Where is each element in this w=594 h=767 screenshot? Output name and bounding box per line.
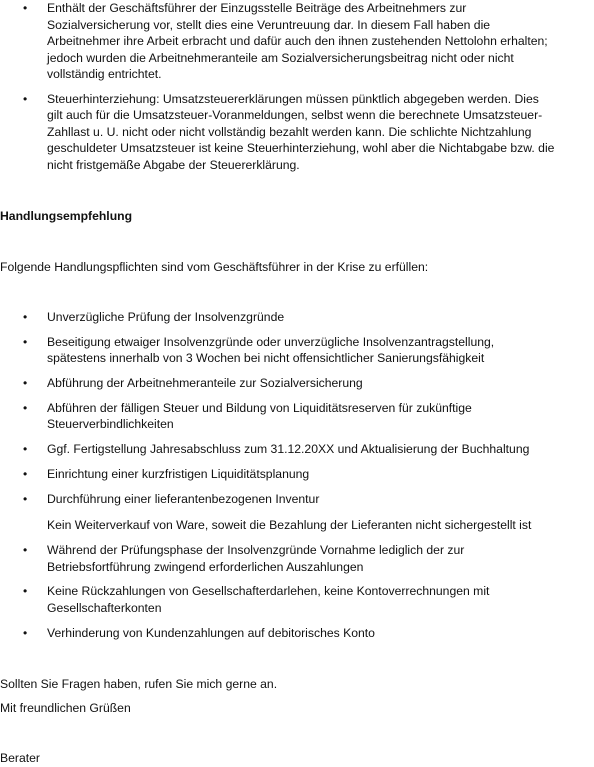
text-line: Beseitigung etwaiger Insolvenzgründe oder unverzügliche Insolvenzantragstellung, — [47, 334, 495, 349]
text-line: Verhinderung von Kundenzahlungen auf debitorisches Konto — [47, 625, 375, 640]
text-line: spätestens innerhalb von 3 Wochen bei nicht offensichtlicher Sanierungsfähigkeit — [47, 351, 485, 366]
sub-paragraph: Kein Weiterverkauf von Ware, soweit die Bezahlung der Lieferanten nicht sichergestellt ist — [47, 518, 532, 532]
bullet-icon: • — [23, 376, 28, 391]
text-line: Gesellschafterkonten — [47, 600, 162, 615]
text-line: Betriebsfortführung zwingend erforderlichen Auszahlungen — [47, 559, 364, 574]
list-item — [0, 583, 594, 616]
text-line: geschuldeter Umsatzsteuer ist keine Steuerhinterziehung, wohl aber die Nichtabgabe bzw. die — [47, 141, 555, 155]
list-item — [0, 466, 594, 483]
text-line: jedoch wurden die Arbeitnehmeranteile am Sozialversicherungsbeitrag nicht oder nicht — [47, 50, 514, 65]
bullet-icon: • — [23, 91, 28, 106]
greeting: Mit freundlichen Grüßen — [0, 701, 131, 715]
signature: Berater — [0, 751, 40, 765]
closing-sentence: Sollten Sie Fragen haben, rufen Sie mich gerne an. — [0, 677, 278, 691]
top-bullet-list — [0, 0, 594, 173]
bullet-icon: • — [23, 334, 28, 349]
text-line: Unverzügliche Prüfung der Insolvenzgründe — [47, 310, 285, 324]
bullet-icon: • — [23, 400, 28, 415]
bullet-icon: • — [23, 310, 28, 324]
bullet-icon: • — [23, 1, 28, 15]
action-list-continued — [0, 542, 594, 641]
text-line: Keine Rückzahlungen von Gesellschafterdarlehen, keine Kontoverrechnungen mit — [47, 584, 490, 599]
section-heading: Handlungsempfehlung — [0, 209, 133, 223]
intro-paragraph: Folgende Handlungspflichten sind vom Geschäftsführer in der Krise zu erfüllen: — [0, 260, 429, 274]
bullet-icon: • — [23, 491, 28, 506]
list-item — [0, 375, 594, 392]
text-line: Durchführung einer lieferantenbezogenen Inventur — [47, 491, 320, 506]
text-line: Steuerverbindlichkeiten — [47, 417, 174, 432]
text-line: Sozialversicherung vor, stellt dies eine Veruntreuung dar. In diesem Fall haben die — [47, 17, 491, 32]
text-line: Arbeitnehmer ihre Arbeit erbracht und dafür auch den ihnen zustehenden Nettolohn erhalten; — [47, 34, 548, 48]
text-line: gilt auch für die Umsatzsteuer-Voranmeldungen, selbst wenn die berechnete Umsatzsteuer- — [47, 108, 543, 122]
text-line: Zahllast u. U. nicht oder nicht vollständig bezahlt werden kann. Die schlichte Nichtzahlung — [47, 124, 532, 139]
bullet-icon: • — [23, 625, 28, 640]
text-line: vollständig entrichtet. — [47, 67, 162, 81]
list-item — [0, 91, 594, 174]
text-line: Während der Prüfungsphase der Insolvenzgründe Vornahme lediglich der zur — [47, 543, 465, 557]
text-line: Abführung der Arbeitnehmeranteile zur Sozialversicherung — [47, 376, 363, 391]
bullet-icon: • — [23, 442, 28, 457]
list-item — [0, 491, 594, 508]
text-line: Enthält der Geschäftsführer der Einzugsstelle Beiträge des Arbeitnehmers zur — [47, 1, 467, 15]
bullet-icon: • — [23, 543, 28, 557]
list-item — [0, 0, 594, 83]
list-item — [0, 542, 594, 575]
action-list — [0, 309, 594, 507]
list-item — [0, 334, 594, 367]
text-line: Einrichtung einer kurzfristigen Liquiditätsplanung — [47, 466, 310, 481]
list-item — [0, 309, 594, 326]
bullet-icon: • — [23, 466, 28, 481]
text-line: Steuerhinterziehung: Umsatzsteuererklärungen müssen pünktlich abgegeben werden. Dies — [47, 91, 539, 106]
text-line: Abführen der fälligen Steuer und Bildung von Liquiditätsreserven für zukünftige — [47, 400, 472, 415]
list-item — [0, 400, 594, 433]
list-item — [0, 625, 594, 642]
list-item — [0, 441, 594, 458]
bullet-icon: • — [23, 584, 28, 599]
text-line: nicht fristgemäße Abgabe der Steuererklärung. — [47, 157, 300, 172]
text-line: Ggf. Fertigstellung Jahresabschluss zum 31.12.20XX und Aktualisierung der Buchhaltung — [47, 442, 530, 457]
